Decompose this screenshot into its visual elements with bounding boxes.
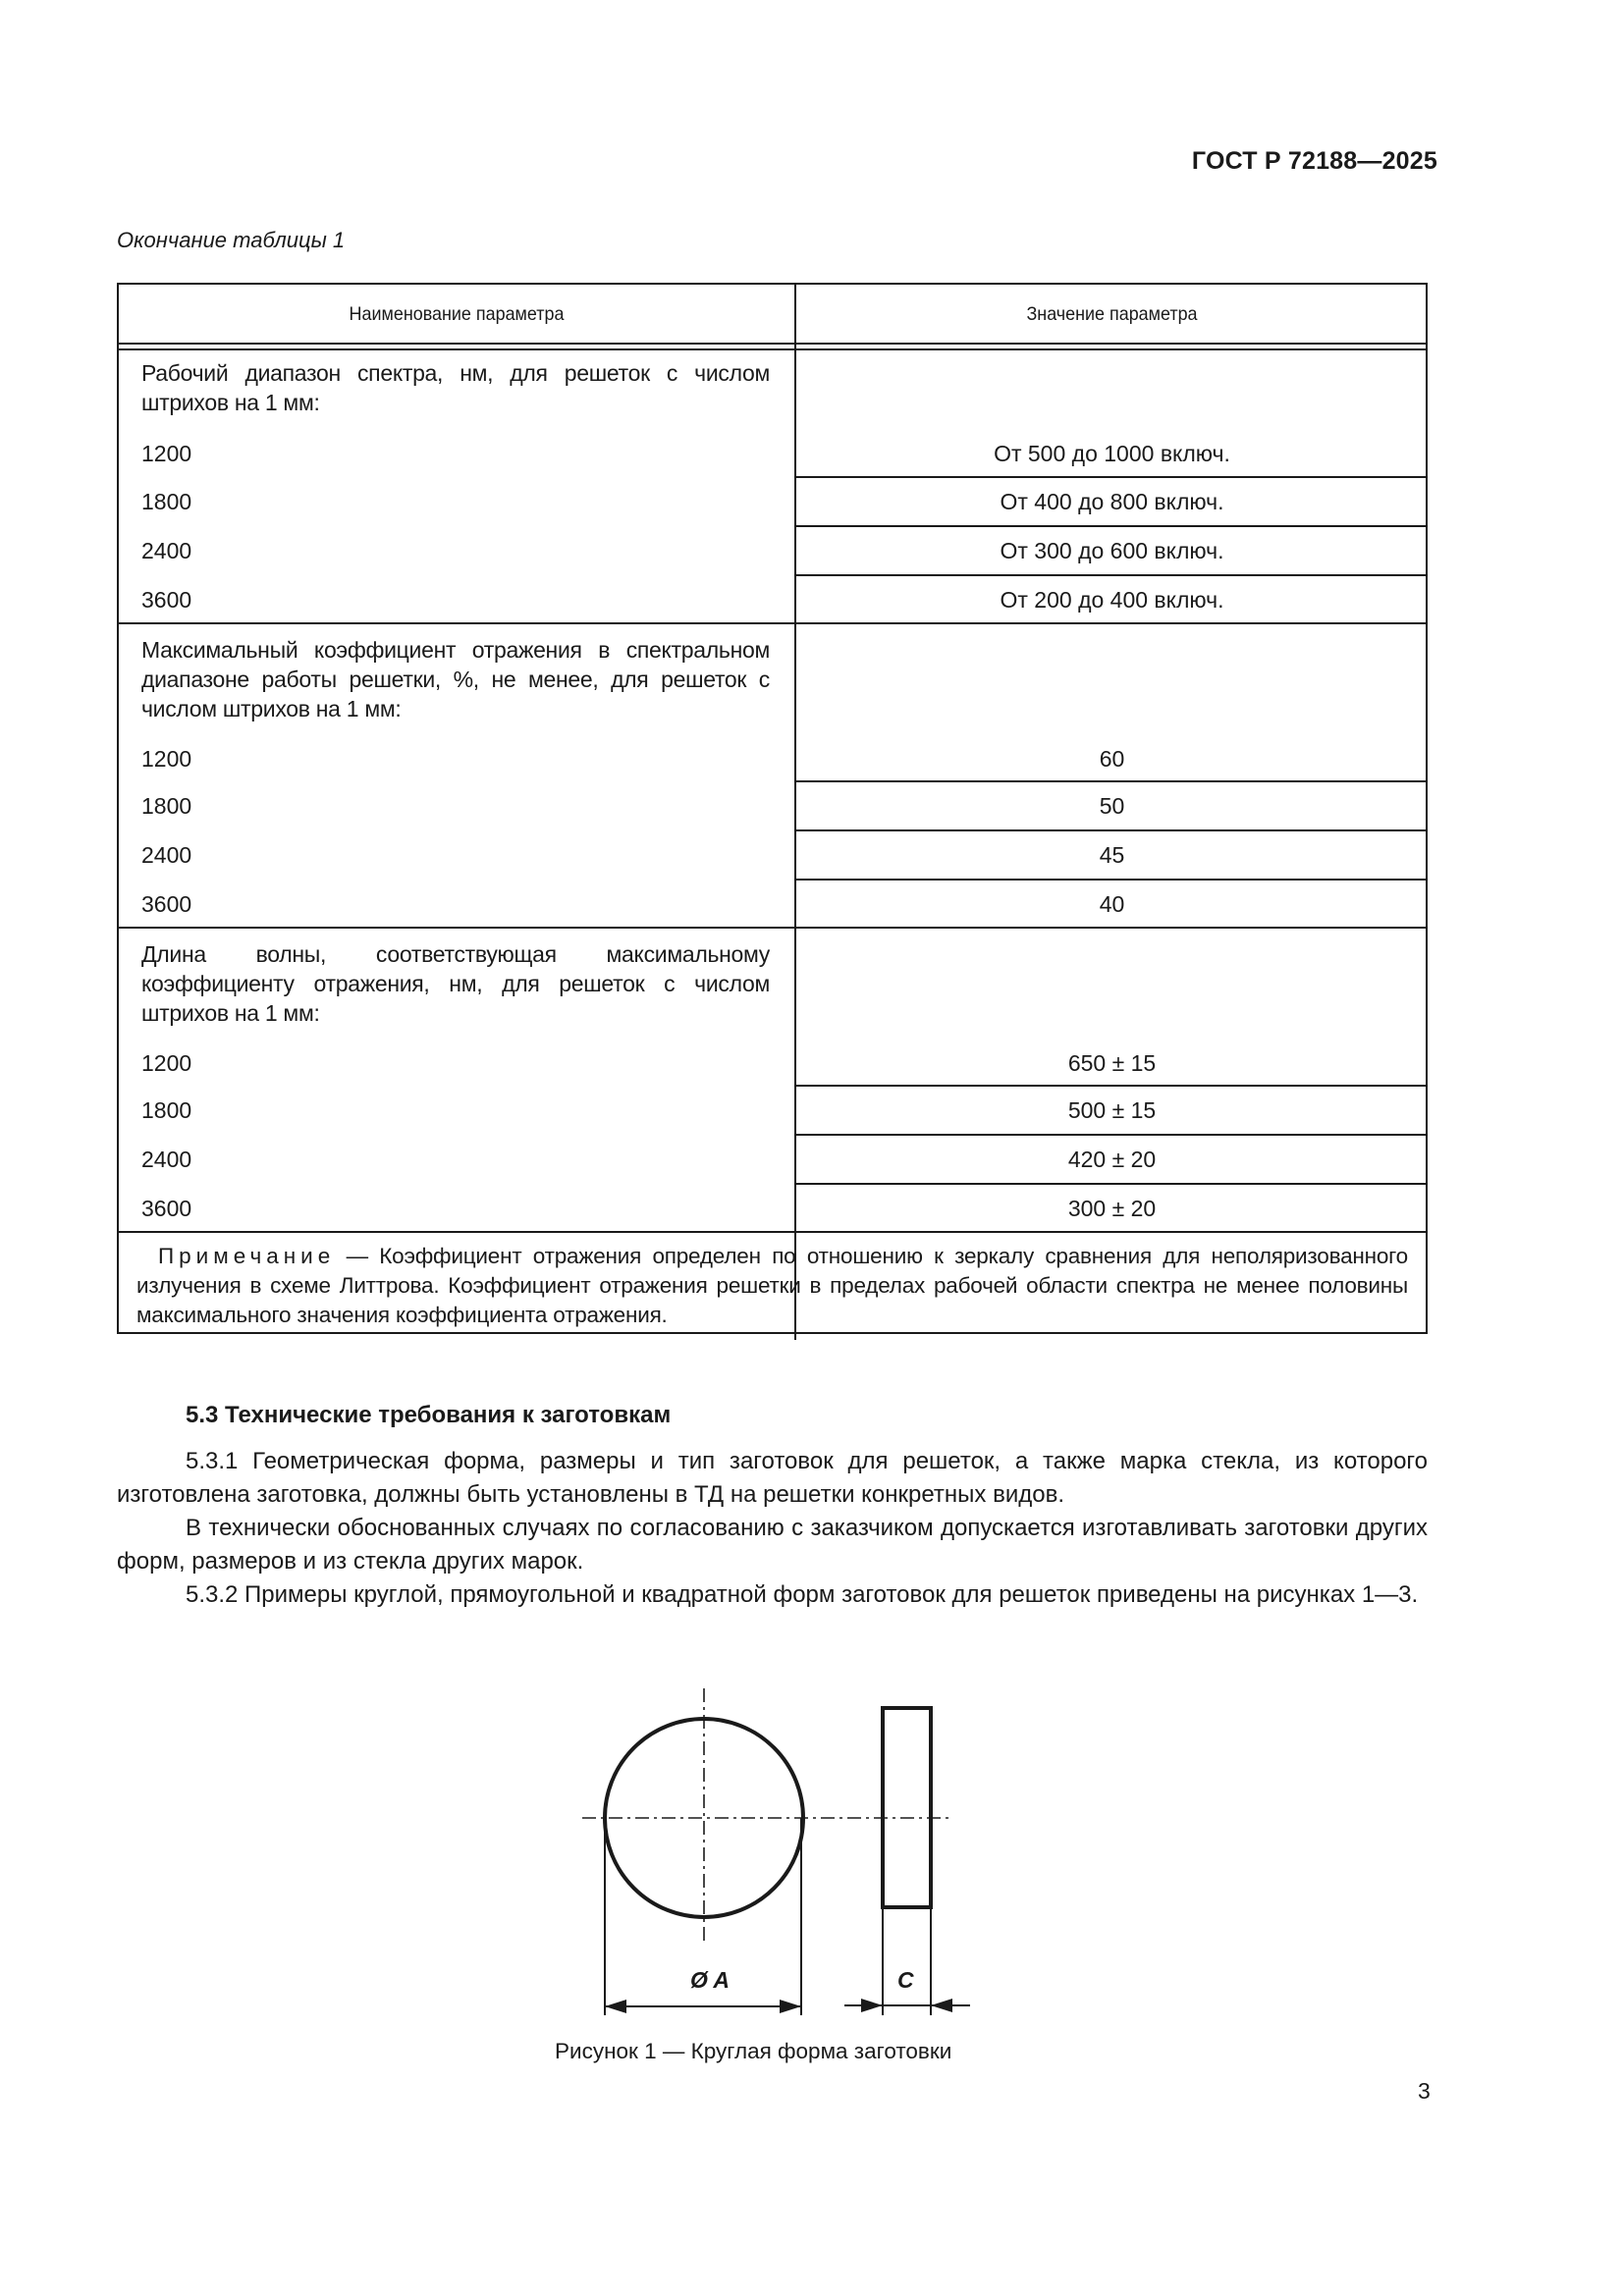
value-cell: 500 ± 15 [1067, 1097, 1157, 1123]
row-divider [796, 1085, 1426, 1087]
value-cell: От 300 до 600 включ. [1000, 538, 1224, 563]
figure-caption: Рисунок 1 — Круглая форма заготовки [555, 2039, 952, 2063]
note-label: Примечание [158, 1244, 336, 1268]
document-code: ГОСТ Р 72188—2025 [1191, 147, 1437, 175]
note-divider [119, 1231, 1426, 1233]
row-divider [796, 1134, 1426, 1136]
lines-per-mm: 2400 [141, 842, 192, 868]
parameters-table [117, 283, 1428, 1334]
row-divider [796, 1183, 1426, 1185]
lines-per-mm: 1800 [141, 1097, 192, 1123]
value-cell: 40 [1099, 891, 1125, 917]
column-header-parameter: Наименование параметра [349, 302, 565, 325]
row-divider [796, 879, 1426, 881]
value-cell: От 400 до 800 включ. [1000, 489, 1224, 514]
value-cell: 420 ± 20 [1067, 1147, 1157, 1172]
paragraph-5-3-2 [117, 1578, 1428, 1612]
header-divider-double [119, 348, 1426, 350]
value-cell: От 500 до 1000 включ. [994, 441, 1230, 466]
value-cell: 50 [1099, 793, 1125, 819]
paragraph-text: 5.3.2 Примеры круглой, прямоугольной и квадратной форм заготовок для решеток приведены на рисунках 1—3. [186, 1581, 1419, 1608]
lines-per-mm: 2400 [141, 538, 192, 563]
parameter-wavelength: Длина волны, соответствующая максимальному коэффициенту отражения, нм, для решеток с числом штрихов на 1 мм: [141, 941, 770, 1026]
table-note [136, 1242, 1408, 1330]
header-divider [119, 343, 1426, 345]
lines-per-mm: 1800 [141, 793, 192, 819]
table-continuation-label: Окончание таблицы 1 [117, 228, 346, 252]
lines-per-mm: 1800 [141, 489, 192, 514]
lines-per-mm: 3600 [141, 891, 192, 917]
page-number: 3 [1418, 2078, 1431, 2104]
parameter-spectral-range: Рабочий диапазон спектра, нм, для решеток с числом штрихов на 1 мм: [141, 360, 770, 415]
group-divider [119, 622, 1426, 624]
row-divider [796, 574, 1426, 576]
row-divider [796, 525, 1426, 527]
value-cell: 60 [1099, 746, 1125, 772]
lines-per-mm: 3600 [141, 587, 192, 613]
section-title: 5.3 Технические требования к заготовкам [186, 1402, 672, 1428]
lines-per-mm: 2400 [141, 1147, 192, 1172]
row-divider [796, 476, 1426, 478]
value-cell: 45 [1099, 842, 1125, 868]
lines-per-mm: 3600 [141, 1196, 192, 1221]
lines-per-mm: 1200 [141, 441, 192, 466]
paragraph-5-3-1 [117, 1445, 1428, 1512]
row-divider [796, 780, 1426, 782]
row-divider [796, 829, 1426, 831]
figure-round-blank [579, 1688, 992, 2027]
paragraph-exception [117, 1512, 1428, 1578]
column-header-value: Значение параметра [1026, 302, 1198, 325]
paragraph-text: 5.3.1 Геометрическая форма, размеры и тип заготовок для решеток, а также марка стекла, из которого изготовлена заготовка, должны быть установлены в ТД на решетки конкретных видов. [117, 1448, 1428, 1508]
group-divider [119, 927, 1426, 929]
parameter-max-reflection: Максимальный коэффициент отражения в спектральном диапазоне работы решетки, %, не менее, для решеток с числом штрихов на 1 мм: [141, 637, 770, 721]
note-text: — Коэффициент отражения определен по отношению к зеркалу сравнения для неполяризованного излучения в схеме Литтрова. Коэффициент отражения решетки в пределах рабочей области спектра не менее половины максимального значения коэффициента отражения. [136, 1244, 1408, 1327]
round-blank-drawing [579, 1688, 992, 2022]
paragraph-text: В технически обоснованных случаях по согласованию с заказчиком допускается изготавливать заготовки других форм, размеров и из стекла других марок. [117, 1515, 1428, 1575]
lines-per-mm: 1200 [141, 746, 192, 772]
lines-per-mm: 1200 [141, 1050, 192, 1076]
thickness-label: C [897, 1967, 914, 1993]
diameter-label: Ø A [690, 1967, 731, 1993]
value-cell: 300 ± 20 [1067, 1196, 1157, 1221]
value-cell: От 200 до 400 включ. [1000, 587, 1224, 613]
value-cell: 650 ± 15 [1067, 1050, 1157, 1076]
